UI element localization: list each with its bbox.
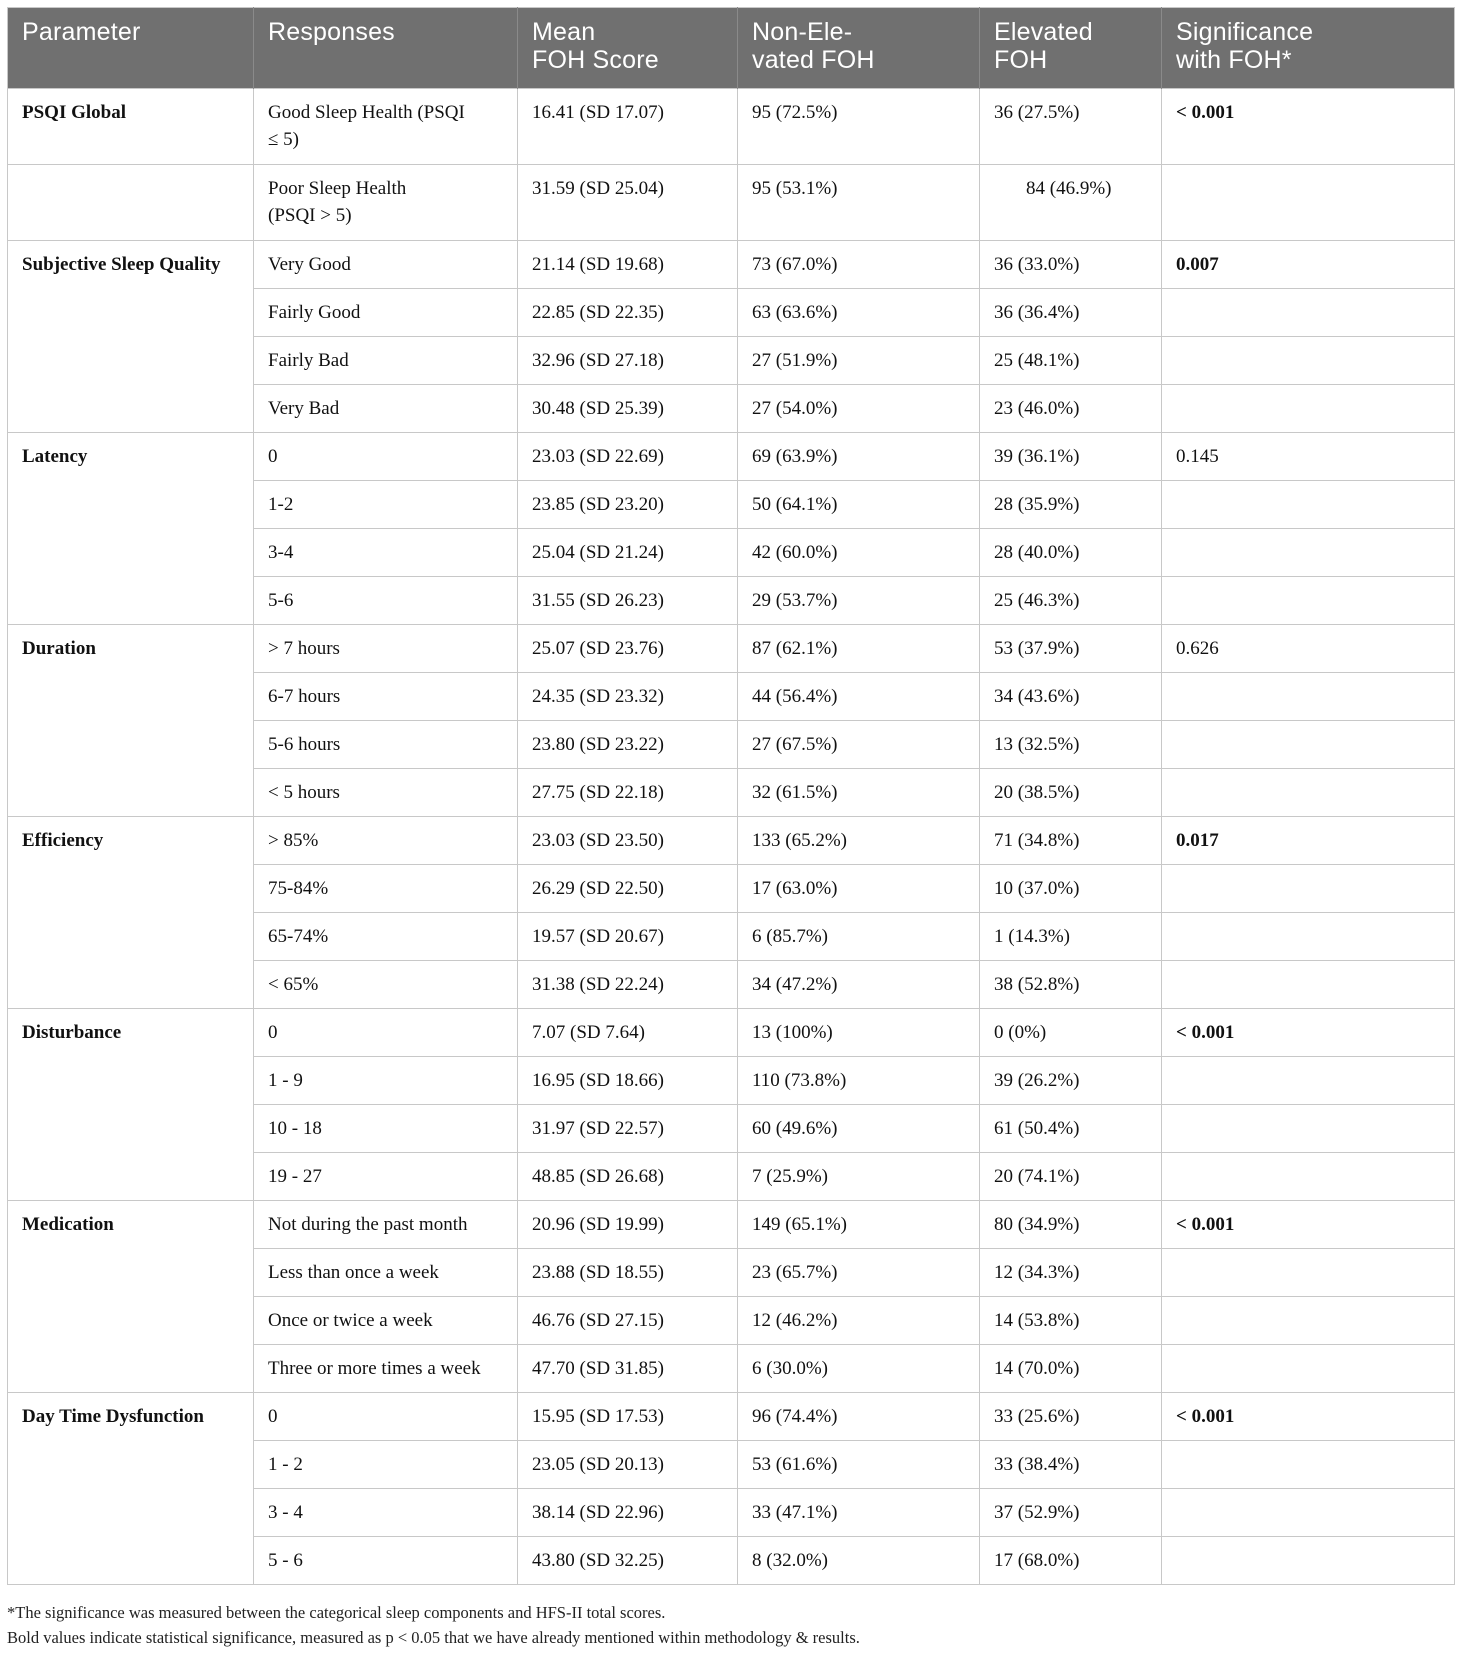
significance-cell [1162, 1249, 1455, 1297]
non-elevated-cell: 6 (30.0%) [738, 1345, 980, 1393]
elevated-cell: 37 (52.9%) [980, 1489, 1162, 1537]
non-elevated-cell: 42 (60.0%) [738, 529, 980, 577]
mean-foh-cell: 23.80 (SD 23.22) [518, 721, 738, 769]
response-cell: 1 - 2 [254, 1441, 518, 1489]
header-significance: Significance with FOH* [1162, 8, 1455, 89]
elevated-cell: 36 (33.0%) [980, 241, 1162, 289]
mean-foh-cell: 24.35 (SD 23.32) [518, 673, 738, 721]
elevated-cell: 34 (43.6%) [980, 673, 1162, 721]
mean-foh-cell: 31.59 (SD 25.04) [518, 165, 738, 241]
mean-foh-cell: 23.05 (SD 20.13) [518, 1441, 738, 1489]
header-responses: Responses [254, 8, 518, 89]
non-elevated-cell: 29 (53.7%) [738, 577, 980, 625]
response-cell: 0 [254, 433, 518, 481]
table-row [8, 165, 1455, 241]
non-elevated-cell: 73 (67.0%) [738, 241, 980, 289]
significance-cell: < 0.001 [1162, 1201, 1455, 1249]
response-cell: Very Bad [254, 385, 518, 433]
significance-cell [1162, 577, 1455, 625]
significance-cell [1162, 1153, 1455, 1201]
response-cell [254, 165, 518, 241]
table-row [8, 241, 1455, 289]
response-cell: Once or twice a week [254, 1297, 518, 1345]
response-line: Good Sleep Health (PSQI [268, 102, 465, 123]
elevated-cell: 36 (27.5%) [980, 89, 1162, 165]
non-elevated-cell: 17 (63.0%) [738, 865, 980, 913]
non-elevated-cell: 8 (32.0%) [738, 1537, 980, 1585]
response-cell [254, 89, 518, 165]
significance-cell: < 0.001 [1162, 1393, 1455, 1441]
non-elevated-cell: 63 (63.6%) [738, 289, 980, 337]
header-mean-foh-score: Mean FOH Score [518, 8, 738, 89]
significance-cell [1162, 529, 1455, 577]
mean-foh-cell: 38.14 (SD 22.96) [518, 1489, 738, 1537]
table-header-row [8, 8, 1455, 89]
parameter-cell: Day Time Dysfunction [8, 1393, 254, 1585]
significance-cell [1162, 1537, 1455, 1585]
elevated-cell: 71 (34.8%) [980, 817, 1162, 865]
table-row [8, 433, 1455, 481]
significance-cell [1162, 1057, 1455, 1105]
mean-foh-cell: 27.75 (SD 22.18) [518, 769, 738, 817]
significance-cell [1162, 913, 1455, 961]
elevated-cell: 0 (0%) [980, 1009, 1162, 1057]
non-elevated-cell: 12 (46.2%) [738, 1297, 980, 1345]
mean-foh-cell: 31.97 (SD 22.57) [518, 1105, 738, 1153]
response-cell: 10 - 18 [254, 1105, 518, 1153]
response-line: (PSQI > 5) [268, 205, 352, 226]
table-footnotes [7, 1600, 1447, 1650]
elevated-cell: 36 (36.4%) [980, 289, 1162, 337]
mean-foh-cell: 43.80 (SD 32.25) [518, 1537, 738, 1585]
response-cell: 0 [254, 1009, 518, 1057]
mean-foh-cell: 46.76 (SD 27.15) [518, 1297, 738, 1345]
table-body [8, 89, 1455, 1585]
elevated-cell: 33 (25.6%) [980, 1393, 1162, 1441]
elevated-cell: 25 (46.3%) [980, 577, 1162, 625]
mean-foh-cell: 21.14 (SD 19.68) [518, 241, 738, 289]
non-elevated-cell: 23 (65.7%) [738, 1249, 980, 1297]
significance-cell [1162, 1441, 1455, 1489]
elevated-cell: 10 (37.0%) [980, 865, 1162, 913]
elevated-cell: 20 (38.5%) [980, 769, 1162, 817]
elevated-cell: 53 (37.9%) [980, 625, 1162, 673]
non-elevated-cell: 133 (65.2%) [738, 817, 980, 865]
non-elevated-cell: 27 (51.9%) [738, 337, 980, 385]
mean-foh-cell: 26.29 (SD 22.50) [518, 865, 738, 913]
mean-foh-cell: 31.55 (SD 26.23) [518, 577, 738, 625]
parameter-cell: Latency [8, 433, 254, 625]
significance-cell [1162, 865, 1455, 913]
response-cell: < 5 hours [254, 769, 518, 817]
table-row [8, 89, 1455, 165]
non-elevated-cell: 53 (61.6%) [738, 1441, 980, 1489]
elevated-cell: 25 (48.1%) [980, 337, 1162, 385]
response-cell: 3-4 [254, 529, 518, 577]
elevated-cell: 84 (46.9%) [980, 165, 1162, 241]
significance-cell [1162, 673, 1455, 721]
significance-cell [1162, 1489, 1455, 1537]
non-elevated-cell: 6 (85.7%) [738, 913, 980, 961]
results-table [7, 7, 1455, 1585]
response-cell: > 7 hours [254, 625, 518, 673]
elevated-cell: 20 (74.1%) [980, 1153, 1162, 1201]
mean-foh-cell: 30.48 (SD 25.39) [518, 385, 738, 433]
response-cell: 0 [254, 1393, 518, 1441]
header-non-elevated-foh: Non-Ele- vated FOH [738, 8, 980, 89]
significance-cell [1162, 1297, 1455, 1345]
significance-cell [1162, 481, 1455, 529]
mean-foh-cell: 16.95 (SD 18.66) [518, 1057, 738, 1105]
significance-cell [1162, 337, 1455, 385]
mean-foh-cell: 47.70 (SD 31.85) [518, 1345, 738, 1393]
elevated-cell: 28 (35.9%) [980, 481, 1162, 529]
mean-foh-cell: 23.03 (SD 22.69) [518, 433, 738, 481]
response-cell: 3 - 4 [254, 1489, 518, 1537]
significance-cell [1162, 165, 1455, 241]
non-elevated-cell: 96 (74.4%) [738, 1393, 980, 1441]
significance-cell [1162, 961, 1455, 1009]
elevated-cell: 61 (50.4%) [980, 1105, 1162, 1153]
non-elevated-cell: 44 (56.4%) [738, 673, 980, 721]
footnote-asterisk: *The significance was measured between the categorical sleep components and HFS-II total scores. [7, 1603, 666, 1622]
table-row [8, 625, 1455, 673]
response-line: Poor Sleep Health [268, 178, 407, 199]
mean-foh-cell: 23.88 (SD 18.55) [518, 1249, 738, 1297]
mean-foh-cell: 25.04 (SD 21.24) [518, 529, 738, 577]
response-cell: > 85% [254, 817, 518, 865]
mean-foh-cell: 19.57 (SD 20.67) [518, 913, 738, 961]
elevated-cell: 33 (38.4%) [980, 1441, 1162, 1489]
footnote-bold-values: Bold values indicate statistical significance, measured as p < 0.05 that we have already mentioned within methodology & results. [7, 1628, 860, 1647]
response-cell: 1-2 [254, 481, 518, 529]
elevated-cell: 12 (34.3%) [980, 1249, 1162, 1297]
mean-foh-cell: 22.85 (SD 22.35) [518, 289, 738, 337]
table-row [8, 817, 1455, 865]
mean-foh-cell: 32.96 (SD 27.18) [518, 337, 738, 385]
mean-foh-cell: 16.41 (SD 17.07) [518, 89, 738, 165]
elevated-cell: 28 (40.0%) [980, 529, 1162, 577]
non-elevated-cell: 32 (61.5%) [738, 769, 980, 817]
elevated-cell: 17 (68.0%) [980, 1537, 1162, 1585]
response-cell: 5-6 [254, 577, 518, 625]
mean-foh-cell: 23.03 (SD 23.50) [518, 817, 738, 865]
mean-foh-cell: 31.38 (SD 22.24) [518, 961, 738, 1009]
table-row [8, 1393, 1455, 1441]
parameter-cell: Medication [8, 1201, 254, 1393]
elevated-cell: 38 (52.8%) [980, 961, 1162, 1009]
parameter-cell-empty [8, 165, 254, 241]
non-elevated-cell: 33 (47.1%) [738, 1489, 980, 1537]
non-elevated-cell: 50 (64.1%) [738, 481, 980, 529]
elevated-cell: 39 (36.1%) [980, 433, 1162, 481]
response-cell: Very Good [254, 241, 518, 289]
elevated-cell: 39 (26.2%) [980, 1057, 1162, 1105]
elevated-cell: 80 (34.9%) [980, 1201, 1162, 1249]
elevated-cell: 13 (32.5%) [980, 721, 1162, 769]
parameter-cell: Efficiency [8, 817, 254, 1009]
significance-cell: 0.145 [1162, 433, 1455, 481]
mean-foh-cell: 7.07 (SD 7.64) [518, 1009, 738, 1057]
elevated-cell: 1 (14.3%) [980, 913, 1162, 961]
response-cell: 1 - 9 [254, 1057, 518, 1105]
non-elevated-cell: 7 (25.9%) [738, 1153, 980, 1201]
non-elevated-cell: 95 (53.1%) [738, 165, 980, 241]
significance-cell [1162, 1345, 1455, 1393]
non-elevated-cell: 149 (65.1%) [738, 1201, 980, 1249]
significance-cell [1162, 385, 1455, 433]
non-elevated-cell: 110 (73.8%) [738, 1057, 980, 1105]
response-cell: Less than once a week [254, 1249, 518, 1297]
significance-cell: < 0.001 [1162, 1009, 1455, 1057]
significance-cell [1162, 1105, 1455, 1153]
table-row [8, 1009, 1455, 1057]
non-elevated-cell: 60 (49.6%) [738, 1105, 980, 1153]
significance-cell [1162, 289, 1455, 337]
non-elevated-cell: 95 (72.5%) [738, 89, 980, 165]
response-cell: 5 - 6 [254, 1537, 518, 1585]
non-elevated-cell: 27 (54.0%) [738, 385, 980, 433]
significance-cell: < 0.001 [1162, 89, 1455, 165]
response-cell: 5-6 hours [254, 721, 518, 769]
elevated-cell: 14 (53.8%) [980, 1297, 1162, 1345]
elevated-cell: 14 (70.0%) [980, 1345, 1162, 1393]
mean-foh-cell: 15.95 (SD 17.53) [518, 1393, 738, 1441]
response-cell: Fairly Bad [254, 337, 518, 385]
response-line: ≤ 5) [268, 129, 300, 150]
response-cell: < 65% [254, 961, 518, 1009]
response-cell: 75-84% [254, 865, 518, 913]
non-elevated-cell: 27 (67.5%) [738, 721, 980, 769]
significance-cell: 0.017 [1162, 817, 1455, 865]
parameter-cell: Subjective Sleep Quality [8, 241, 254, 433]
response-cell: Fairly Good [254, 289, 518, 337]
parameter-cell: PSQI Global [8, 89, 254, 165]
mean-foh-cell: 25.07 (SD 23.76) [518, 625, 738, 673]
non-elevated-cell: 13 (100%) [738, 1009, 980, 1057]
response-cell: 19 - 27 [254, 1153, 518, 1201]
mean-foh-cell: 23.85 (SD 23.20) [518, 481, 738, 529]
header-parameter: Parameter [8, 8, 254, 89]
non-elevated-cell: 87 (62.1%) [738, 625, 980, 673]
parameter-cell: Duration [8, 625, 254, 817]
significance-cell [1162, 769, 1455, 817]
elevated-cell: 23 (46.0%) [980, 385, 1162, 433]
response-cell: Not during the past month [254, 1201, 518, 1249]
parameter-cell: Disturbance [8, 1009, 254, 1201]
header-elevated-foh: Elevated FOH [980, 8, 1162, 89]
response-cell: Three or more times a week [254, 1345, 518, 1393]
mean-foh-cell: 48.85 (SD 26.68) [518, 1153, 738, 1201]
significance-cell [1162, 721, 1455, 769]
non-elevated-cell: 34 (47.2%) [738, 961, 980, 1009]
mean-foh-cell: 20.96 (SD 19.99) [518, 1201, 738, 1249]
non-elevated-cell: 69 (63.9%) [738, 433, 980, 481]
significance-cell: 0.626 [1162, 625, 1455, 673]
significance-cell: 0.007 [1162, 241, 1455, 289]
table-row [8, 1201, 1455, 1249]
response-cell: 6-7 hours [254, 673, 518, 721]
response-cell: 65-74% [254, 913, 518, 961]
